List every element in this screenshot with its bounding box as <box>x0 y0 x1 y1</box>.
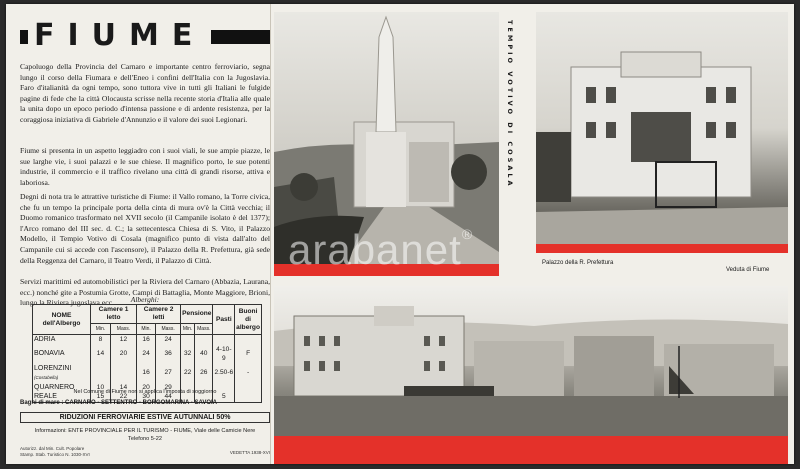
prefecture-caption: Palazzo della R. Prefettura <box>542 260 614 266</box>
table-cell: 20 <box>137 383 156 393</box>
tax-note: Nel Comune di Fiume non si applica l'imposta di soggiorno <box>73 389 217 395</box>
hotels-heading: Alberghi: <box>130 295 160 304</box>
col-header-name: NOME dell'Albergo <box>33 305 91 335</box>
col-header-board: Pensione <box>181 305 213 324</box>
table-cell: 15 <box>91 392 111 402</box>
col-header-double: Camere 2 letti <box>137 305 181 324</box>
city-view-caption: Veduta di Fiume <box>726 267 770 273</box>
table-cell: 10 <box>91 383 111 393</box>
table-cell: 16 <box>137 335 156 345</box>
sub-max: Mass. <box>195 324 213 335</box>
harbour-photo <box>274 286 788 436</box>
watermark: arabanet® <box>288 226 474 273</box>
info-block <box>20 427 270 443</box>
hotels-table <box>32 304 262 403</box>
attractions-paragraph: Degni di nota tra le attrattive turistiche di Fiume: il Vallo romano, la Torre civica, che fu un tempo la principale porta della cinta di mura ov'è la Città vecchia; il Duomo romanico trasformato nel XVII secolo (il Campanile isolato è del 1377); l'Arco romano del III sec. d. C.; la settecentesca Chiesa di S. Vito, il Palazzo Modello, il Tempio Votivo di Cosala (magnifico punto di vista dall'alto del Campanile cui si accede con l'ascensore), il Palazzo della R. Prefettura, già sede della Reggenza del Carnaro, il Teatro Verdi, il Palazzo di Città. <box>20 192 270 265</box>
table-cell: 22 <box>110 392 136 402</box>
hotel-name-text: ADRIA <box>34 336 56 343</box>
services-paragraph: Servizi marittimi ed automobilistici per la Riviera del Carnaro (Abbazia, Laurana, ecc.) nonché gite a Postumia Grotte, Campi di Battaglia, Monte Maggiore, Brioni, lungo la Riviera jugoslava ecc. <box>20 277 270 308</box>
table-cell: 4-10-9 <box>213 345 235 364</box>
red-band-bottom <box>274 436 788 464</box>
brochure-title: FIUME <box>28 20 211 52</box>
table-cell: 2.50-6 <box>213 364 235 383</box>
table-cell: 24 <box>156 335 181 345</box>
authorization-print: Autorizz. dal Min. Cult. Popolare Stamp. Stab. Turistico N. 1030-XVI <box>20 446 90 457</box>
sub-max: Mass. <box>156 324 181 335</box>
table-cell <box>195 335 213 345</box>
sub-max: Mass. <box>110 324 136 335</box>
table-cell: 29 <box>156 383 181 393</box>
table-cell: 24 <box>137 345 156 364</box>
fold-line <box>270 4 271 464</box>
table-cell: 12 <box>110 335 136 345</box>
red-band <box>536 244 788 253</box>
table-cell: F <box>235 345 262 364</box>
col-header-vouchers: Buoni di albergo <box>235 305 262 335</box>
hotel-name <box>33 335 91 345</box>
hotel-subname: (Costabella) <box>34 375 59 380</box>
temple-vertical-title: TEMPIO VOTIVO DI COSALA <box>506 20 514 189</box>
prefecture-photo <box>536 12 788 244</box>
table-cell <box>181 335 195 345</box>
table-cell <box>110 364 136 383</box>
intro-paragraph: Capoluogo della Provincia del Carnaro e importante centro ferroviario, segna lungo il corso della Fiumara e dell'Eneo i confini dell'Italia con la Jugoslavia. Faro d'italianità da ogni tempo, sono tuttora vive in tutti gli Italiani le fulgide pagine di fede che la città Olocausta scrisse nella recente storia d'Italia alle quale la unita dopo un epoco periodo d'intensa passione e di ardente resistenza, per la coraggiosa iniziativa di Gabriele d'Annunzio e il valore dei suoi Legionari. <box>20 62 270 124</box>
table-cell: 8 <box>91 335 111 345</box>
table-cell: 20 <box>110 345 136 364</box>
watermark-text: arabanet <box>288 226 462 273</box>
sub-min: Min. <box>181 324 195 335</box>
table-cell: - <box>235 364 262 383</box>
table-cell: 32 <box>181 345 195 364</box>
rail-discount-box: RIDUZIONI FERROVIARIE ESTIVE AUTUNNALI 50% <box>20 412 270 423</box>
hotel-name-text: BONAVIA <box>34 350 65 358</box>
hotel-name <box>33 364 91 383</box>
hotel-name-text: QUARNERO <box>34 383 75 391</box>
table-cell: 14 <box>110 383 136 393</box>
table-cell: 26 <box>195 364 213 383</box>
table-cell: 27 <box>156 364 181 383</box>
hotel-name <box>33 345 91 364</box>
table-row <box>33 335 262 345</box>
hotel-name-text: LORENZINI <box>34 364 72 372</box>
info-line: Informazioni: ENTE PROVINCIALE PER IL TURISMO - FIUME, Viale delle Camicie Nere <box>34 428 256 434</box>
harbour-illustration <box>274 286 788 436</box>
brochure-sheet <box>6 4 794 464</box>
prefecture-illustration <box>536 12 788 244</box>
table-cell: 36 <box>156 345 181 364</box>
serial-print: VEDETTA 1938-XVI <box>229 450 270 455</box>
phone-line: Telefono 5-22 <box>128 436 162 442</box>
table-row <box>33 345 262 364</box>
sub-min: Min. <box>137 324 156 335</box>
col-header-meals: Pasti <box>213 305 235 335</box>
beaches-line: Bagni di mare : CARNARO - SETTENTRO - BORGOMARINA - SAVOIA <box>20 400 218 406</box>
table-cell: 16 <box>137 364 156 383</box>
description-paragraph: Fiume si presenta in un aspetto leggiadro con i suoi viali, le sue ampie piazze, le sue larghe vie, i suoi palazzi e le sue chiese. Il magnifico porto, le sue potenti industrie, il commercio e il traffico rivelano una città di grandi risorse, attiva e laboriosa. <box>20 146 270 187</box>
sub-min: Min. <box>91 324 111 335</box>
table-cell: 30 <box>137 392 156 402</box>
table-cell: 44 <box>156 392 181 402</box>
table-cell: 14 <box>91 345 111 364</box>
hotel-name-text: REALE <box>34 393 57 400</box>
table-cell: 5 <box>213 392 235 402</box>
table-cell <box>91 364 111 383</box>
table-row <box>33 364 262 383</box>
col-header-single: Camere 1 letto <box>91 305 137 324</box>
table-cell: 22 <box>181 364 195 383</box>
table-cell <box>213 335 235 345</box>
table-cell <box>235 335 262 345</box>
left-panel <box>20 14 270 464</box>
table-cell: 40 <box>195 345 213 364</box>
